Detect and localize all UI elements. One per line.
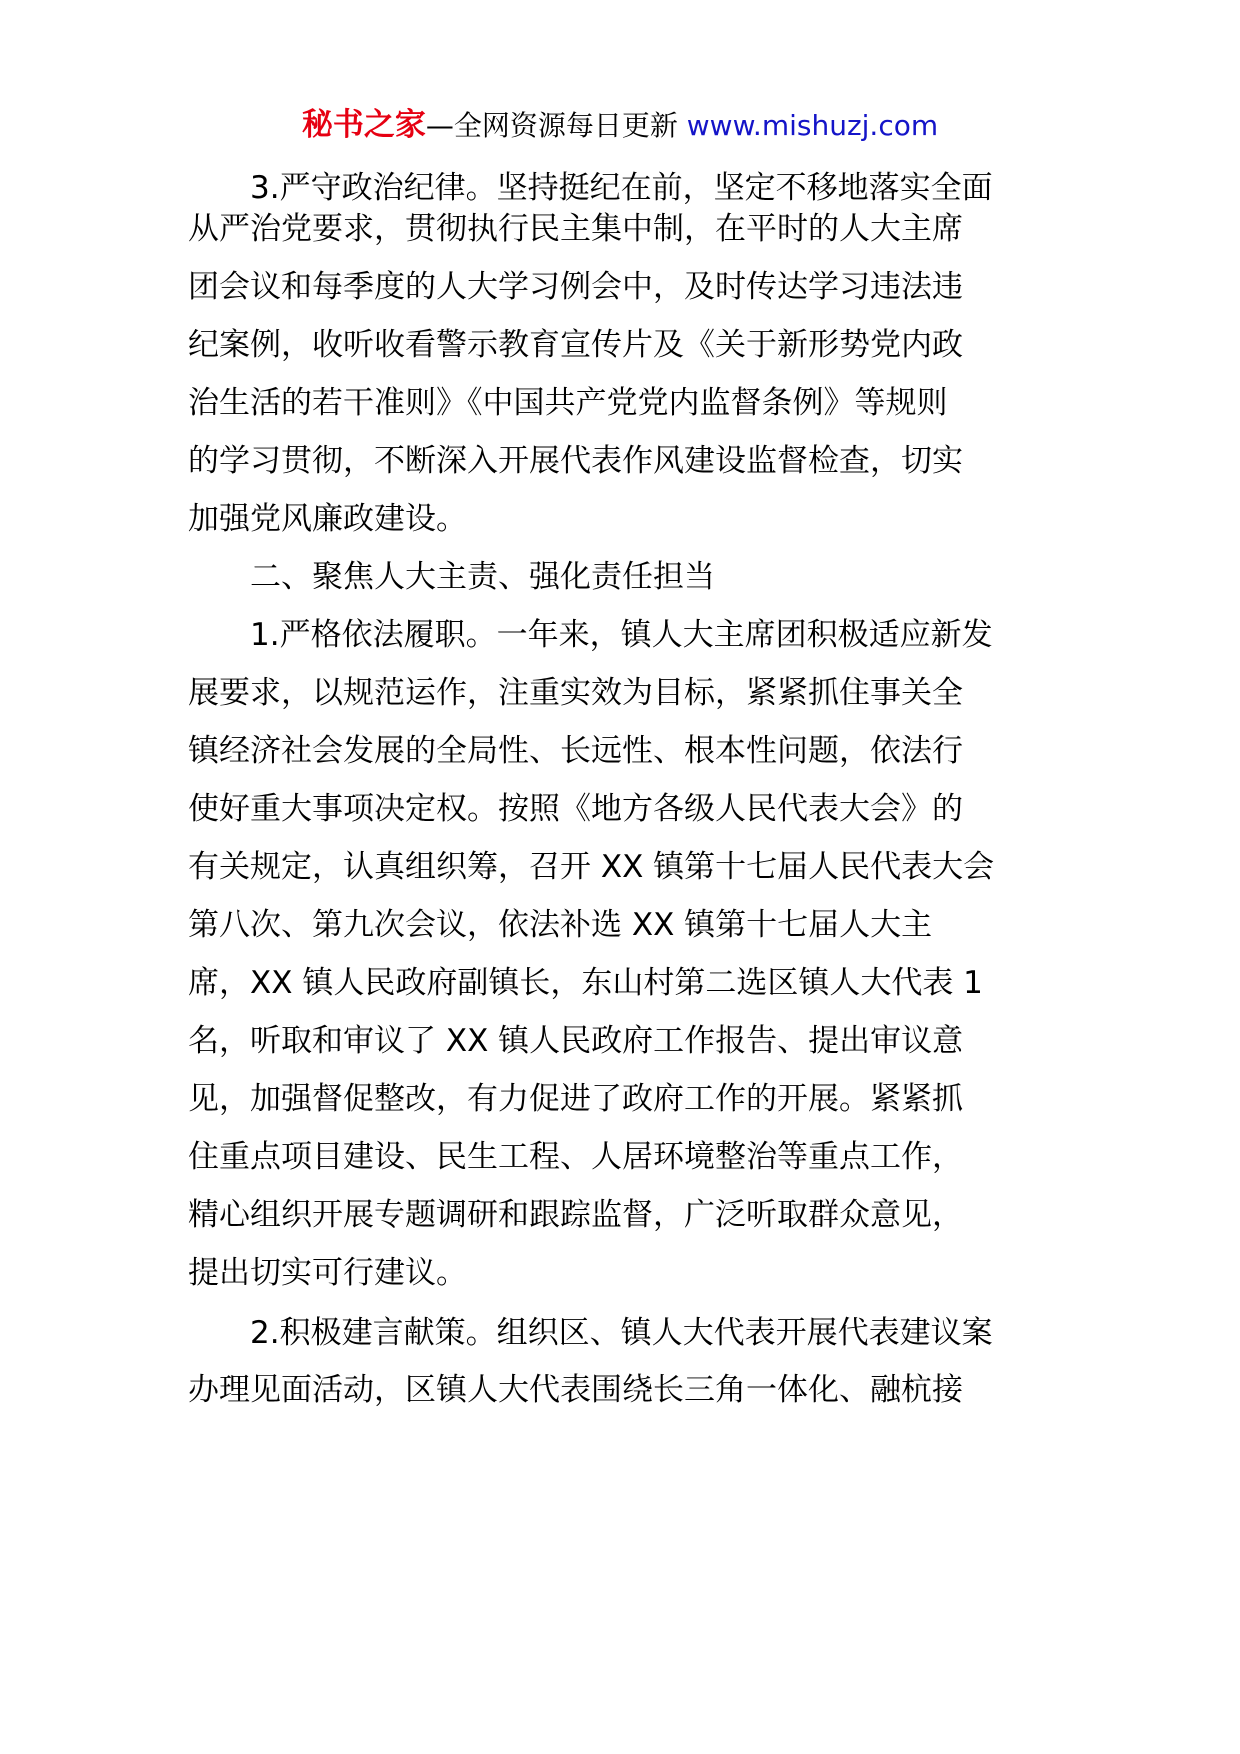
paragraph-line: 团会议和每季度的人大学习例会中，及时传达学习违法违 — [188, 269, 963, 305]
paragraph-line: 精心组织开展专题调研和跟踪监督，广泛听取群众意见， — [188, 1197, 963, 1233]
site-url[interactable]: www.mishuzj.com — [686, 109, 939, 142]
paragraph-line: 展要求，以规范运作，注重实效为目标，紧紧抓住事关全 — [188, 675, 963, 711]
paragraph-line: 名，听取和审议了 XX 镇人民政府工作报告、提出审议意 — [188, 1023, 964, 1059]
paragraph-line: 纪案例，收听收看警示教育宣传片及《关于新形势党内政 — [188, 327, 963, 363]
paragraph-line: 3.严守政治纪律。坚持挺纪在前，坚定不移地落实全面 — [250, 170, 993, 206]
paragraph-line: 有关规定，认真组织筹，召开 XX 镇第十七届人民代表大会 — [188, 849, 995, 885]
paragraph-line: 第八次、第九次会议，依法补选 XX 镇第十七届人大主 — [188, 907, 933, 943]
paragraph-line: 见，加强督促整改，有力促进了政府工作的开展。紧紧抓 — [188, 1081, 963, 1117]
paragraph-line: 从严治党要求，贯彻执行民主集中制，在平时的人大主席 — [188, 211, 963, 247]
site-header — [0, 95, 1240, 155]
paragraph-line: 加强党风廉政建设。 — [188, 501, 467, 537]
paragraph-line: 住重点项目建设、民生工程、人居环境整治等重点工作， — [188, 1139, 963, 1175]
paragraph-line: 2.积极建言献策。组织区、镇人大代表开展代表建议案 — [250, 1315, 993, 1351]
paragraph-line: 席，XX 镇人民政府副镇长，东山村第二选区镇人大代表 1 — [188, 965, 983, 1001]
site-slogan: —全网资源每日更新 — [425, 109, 678, 142]
paragraph-line: 镇经济社会发展的全局性、长远性、根本性问题，依法行 — [188, 733, 963, 769]
paragraph-line: 使好重大事项决定权。按照《地方各级人民代表大会》的 — [188, 791, 963, 827]
paragraph-line: 的学习贯彻，不断深入开展代表作风建设监督检查，切实 — [188, 443, 963, 479]
paragraph-line: 办理见面活动，区镇人大代表围绕长三角一体化、融杭接 — [188, 1372, 963, 1408]
paragraph-line: 治生活的若干准则》《中国共产党党内监督条例》等规则 — [188, 385, 948, 421]
paragraph-line: 1.严格依法履职。一年来，镇人大主席团积极适应新发 — [250, 617, 993, 653]
site-brand: 秘书之家 — [301, 107, 426, 143]
section-heading: 二、聚焦人大主责、强化责任担当 — [250, 559, 715, 595]
paragraph-line: 提出切实可行建议。 — [188, 1255, 467, 1291]
